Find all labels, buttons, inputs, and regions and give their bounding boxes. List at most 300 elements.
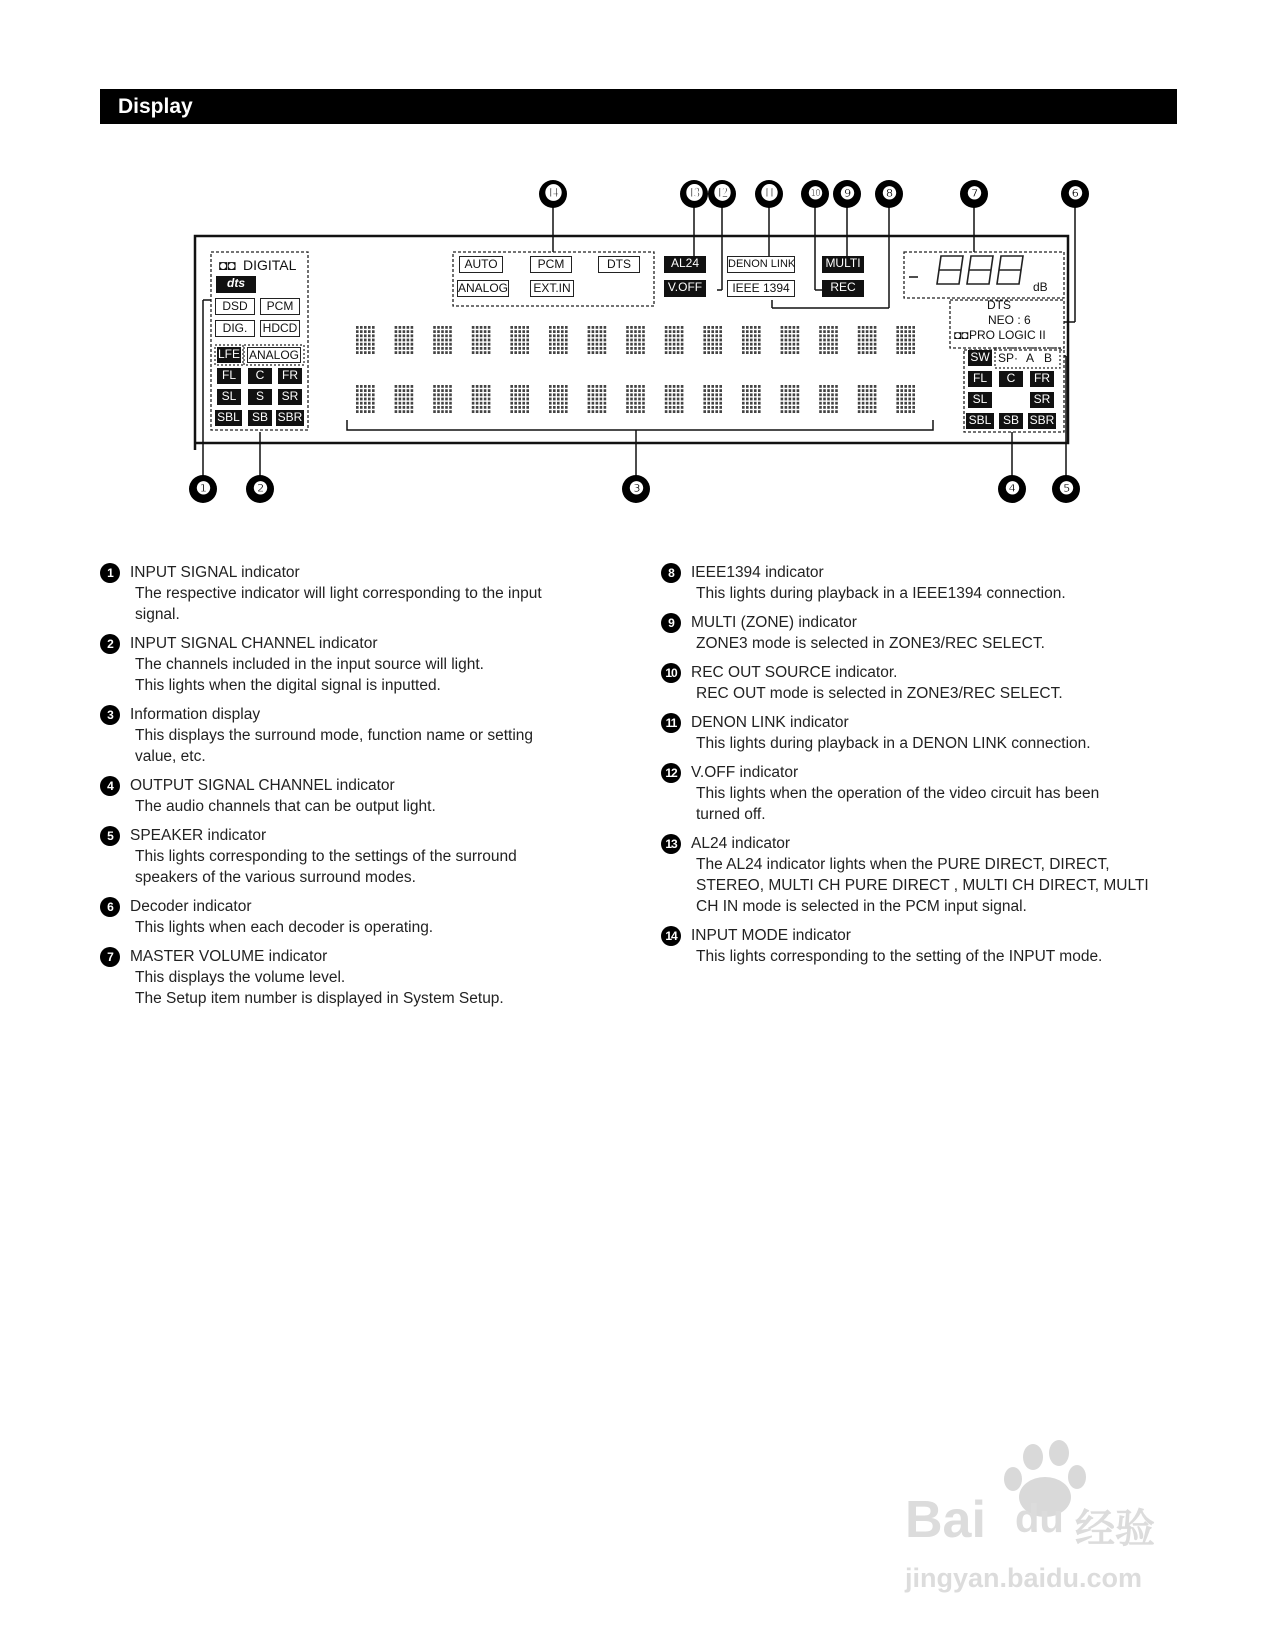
db-label: dB xyxy=(1033,280,1048,294)
matrix-dot xyxy=(823,330,826,333)
matrix-dot xyxy=(588,343,591,346)
speaker-a: A xyxy=(1026,351,1035,365)
entry-heading: Decoder indicator xyxy=(130,898,252,915)
matrix-dot xyxy=(557,398,560,401)
matrix-dot xyxy=(719,398,722,401)
callout-2: ❷ xyxy=(246,475,274,503)
matrix-dot xyxy=(488,351,491,354)
matrix-dot xyxy=(407,393,410,396)
matrix-dot xyxy=(514,347,517,350)
matrix-dot xyxy=(669,385,672,388)
description-column-right xyxy=(661,562,1181,975)
entry-description-line: The Setup item number is displayed in System Setup. xyxy=(135,990,504,1007)
matrix-dot xyxy=(476,402,479,405)
matrix-dot xyxy=(364,410,367,413)
matrix-dot xyxy=(870,334,873,337)
matrix-dot xyxy=(356,410,359,413)
matrix-dot xyxy=(592,406,595,409)
matrix-dot xyxy=(549,339,552,342)
matrix-dot xyxy=(565,326,568,329)
matrix-dot xyxy=(472,406,475,409)
matrix-dot xyxy=(673,402,676,405)
matrix-dot xyxy=(866,410,869,413)
info-bracket xyxy=(347,420,933,430)
matrix-dot xyxy=(831,406,834,409)
ext-in-indicator: EXT.IN xyxy=(530,280,574,297)
matrix-dot xyxy=(715,393,718,396)
matrix-dot xyxy=(781,339,784,342)
matrix-dot xyxy=(395,347,398,350)
matrix-dot xyxy=(522,334,525,337)
matrix-dot xyxy=(630,385,633,388)
matrix-dot xyxy=(364,347,367,350)
matrix-dot xyxy=(395,330,398,333)
matrix-dot xyxy=(596,326,599,329)
matrix-dot xyxy=(904,351,907,354)
matrix-dot xyxy=(719,326,722,329)
matrix-dot xyxy=(634,406,637,409)
matrix-dot xyxy=(758,343,761,346)
matrix-dot xyxy=(510,393,513,396)
matrix-dot xyxy=(510,402,513,405)
matrix-dot xyxy=(604,343,607,346)
matrix-dot xyxy=(368,406,371,409)
matrix-dot xyxy=(588,393,591,396)
matrix-dot xyxy=(445,334,448,337)
matrix-dot xyxy=(819,347,822,350)
matrix-dot xyxy=(488,410,491,413)
matrix-dot xyxy=(785,343,788,346)
matrix-dot xyxy=(835,402,838,405)
matrix-dot xyxy=(514,402,517,405)
matrix-dot xyxy=(364,343,367,346)
matrix-dot xyxy=(681,330,684,333)
matrix-dot xyxy=(526,339,529,342)
matrix-dot xyxy=(364,406,367,409)
entry-description-line: This displays the surround mode, function name or setting xyxy=(135,727,534,744)
matrix-dot xyxy=(403,398,406,401)
matrix-dot xyxy=(665,402,668,405)
matrix-dot xyxy=(561,351,564,354)
matrix-dot xyxy=(866,398,869,401)
matrix-dot xyxy=(600,330,603,333)
matrix-dot xyxy=(395,385,398,388)
watermark-cn: 经验 xyxy=(1075,1506,1155,1552)
matrix-dot xyxy=(874,402,877,405)
matrix-dot xyxy=(673,389,676,392)
matrix-dot xyxy=(626,393,629,396)
matrix-dot xyxy=(476,334,479,337)
matrix-dot xyxy=(484,330,487,333)
matrix-dot xyxy=(785,389,788,392)
matrix-dot xyxy=(626,406,629,409)
matrix-dot xyxy=(781,402,784,405)
matrix-dot xyxy=(437,330,440,333)
matrix-dot xyxy=(476,385,479,388)
matrix-dot xyxy=(677,393,680,396)
entry-description-line: This lights corresponding to the settings of the surround xyxy=(135,848,517,865)
in-ch-sb: SB xyxy=(248,410,272,426)
matrix-dot xyxy=(372,385,375,388)
matrix-dot xyxy=(553,385,556,388)
matrix-dot xyxy=(372,326,375,329)
matrix-dot xyxy=(588,339,591,342)
matrix-dot xyxy=(715,410,718,413)
matrix-dot xyxy=(626,343,629,346)
matrix-dot xyxy=(403,406,406,409)
matrix-dot xyxy=(411,347,414,350)
matrix-dot xyxy=(592,398,595,401)
matrix-dot xyxy=(565,402,568,405)
matrix-dot xyxy=(904,339,907,342)
matrix-dot xyxy=(600,410,603,413)
matrix-dot xyxy=(360,406,363,409)
entry-number: 5 xyxy=(100,826,120,846)
matrix-dot xyxy=(823,406,826,409)
matrix-dot xyxy=(754,326,757,329)
matrix-dot xyxy=(870,339,873,342)
matrix-dot xyxy=(630,347,633,350)
matrix-dot xyxy=(719,402,722,405)
matrix-dot xyxy=(600,347,603,350)
matrix-dot xyxy=(896,347,899,350)
matrix-dot xyxy=(411,339,414,342)
matrix-dot xyxy=(835,347,838,350)
dts-decoder: DTS xyxy=(987,298,1011,312)
matrix-dot xyxy=(862,410,865,413)
matrix-dot xyxy=(707,402,710,405)
matrix-dot xyxy=(862,330,865,333)
matrix-dot xyxy=(407,351,410,354)
matrix-dot xyxy=(518,343,521,346)
matrix-dot xyxy=(437,334,440,337)
matrix-dot xyxy=(476,351,479,354)
matrix-dot xyxy=(356,326,359,329)
matrix-dot xyxy=(673,406,676,409)
matrix-dot xyxy=(677,326,680,329)
matrix-dot xyxy=(874,330,877,333)
matrix-dot xyxy=(549,406,552,409)
matrix-dot xyxy=(819,406,822,409)
matrix-dot xyxy=(703,347,706,350)
matrix-dot xyxy=(565,410,568,413)
matrix-dot xyxy=(553,334,556,337)
matrix-dot xyxy=(866,334,869,337)
matrix-dot xyxy=(862,398,865,401)
matrix-dot xyxy=(835,393,838,396)
matrix-dot xyxy=(908,389,911,392)
matrix-dot xyxy=(827,393,830,396)
matrix-dot xyxy=(896,334,899,337)
matrix-dot xyxy=(908,334,911,337)
matrix-dot xyxy=(626,339,629,342)
indicator-entry xyxy=(100,704,640,767)
matrix-dot xyxy=(557,339,560,342)
matrix-dot xyxy=(441,389,444,392)
matrix-dot xyxy=(870,326,873,329)
indicator-entry xyxy=(661,833,1181,917)
matrix-dot xyxy=(665,334,668,337)
matrix-dot xyxy=(870,351,873,354)
matrix-dot xyxy=(719,406,722,409)
matrix-dot xyxy=(514,339,517,342)
matrix-dot xyxy=(669,326,672,329)
matrix-dot xyxy=(681,343,684,346)
matrix-dot xyxy=(642,330,645,333)
matrix-dot xyxy=(758,389,761,392)
matrix-dot xyxy=(785,330,788,333)
matrix-dot xyxy=(638,398,641,401)
matrix-dot xyxy=(403,334,406,337)
matrix-dot xyxy=(364,393,367,396)
voff-indicator: V.OFF xyxy=(664,280,706,297)
in-ch-sl: SL xyxy=(217,389,241,405)
matrix-dot xyxy=(715,343,718,346)
matrix-dot xyxy=(819,339,822,342)
display-diagram xyxy=(0,0,1275,520)
matrix-dot xyxy=(360,402,363,405)
matrix-dot xyxy=(476,389,479,392)
matrix-dot xyxy=(669,402,672,405)
matrix-dot xyxy=(596,330,599,333)
matrix-dot xyxy=(510,410,513,413)
matrix-dot xyxy=(561,347,564,350)
matrix-dot xyxy=(862,334,865,337)
matrix-dot xyxy=(793,351,796,354)
matrix-dot xyxy=(673,326,676,329)
matrix-dot xyxy=(561,339,564,342)
matrix-dot xyxy=(870,406,873,409)
matrix-dot xyxy=(677,347,680,350)
matrix-dot xyxy=(484,343,487,346)
entry-heading: SPEAKER indicator xyxy=(130,827,267,844)
matrix-dot xyxy=(754,398,757,401)
dig-indicator: DIG. xyxy=(215,320,255,337)
matrix-dot xyxy=(793,389,796,392)
matrix-dot xyxy=(703,389,706,392)
volume-segments xyxy=(909,256,1023,284)
speaker-b: B xyxy=(1044,351,1053,365)
out-ch-sb: SB xyxy=(999,413,1023,429)
entry-number: 7 xyxy=(100,947,120,967)
matrix-dot xyxy=(557,330,560,333)
matrix-dot xyxy=(900,385,903,388)
matrix-dot xyxy=(789,326,792,329)
matrix-dot xyxy=(742,339,745,342)
matrix-dot xyxy=(912,406,915,409)
matrix-dot xyxy=(677,330,680,333)
matrix-dot xyxy=(711,398,714,401)
matrix-dot xyxy=(874,406,877,409)
matrix-dot xyxy=(600,406,603,409)
matrix-dot xyxy=(484,389,487,392)
matrix-dot xyxy=(912,347,915,350)
matrix-dot xyxy=(681,389,684,392)
matrix-dot xyxy=(368,351,371,354)
matrix-dot xyxy=(557,385,560,388)
matrix-dot xyxy=(522,393,525,396)
matrix-dot xyxy=(488,389,491,392)
matrix-dot xyxy=(356,393,359,396)
entry-heading: MASTER VOLUME indicator xyxy=(130,948,328,965)
matrix-dot xyxy=(549,330,552,333)
matrix-dot xyxy=(781,410,784,413)
matrix-dot xyxy=(638,410,641,413)
matrix-dot xyxy=(823,402,826,405)
matrix-dot xyxy=(789,385,792,388)
matrix-dot xyxy=(441,398,444,401)
matrix-dot xyxy=(707,330,710,333)
matrix-dot xyxy=(904,393,907,396)
matrix-dot xyxy=(356,402,359,405)
matrix-dot xyxy=(561,406,564,409)
matrix-dot xyxy=(703,402,706,405)
matrix-dot xyxy=(565,389,568,392)
matrix-dot xyxy=(715,330,718,333)
matrix-dot xyxy=(831,389,834,392)
entry-description-line: turned off. xyxy=(696,806,766,823)
matrix-dot xyxy=(395,410,398,413)
matrix-dot xyxy=(372,351,375,354)
matrix-dot xyxy=(754,385,757,388)
matrix-dot xyxy=(480,402,483,405)
matrix-dot xyxy=(360,339,363,342)
matrix-dot xyxy=(561,393,564,396)
matrix-dot xyxy=(407,326,410,329)
matrix-dot xyxy=(433,339,436,342)
matrix-dot xyxy=(904,410,907,413)
matrix-dot xyxy=(360,393,363,396)
matrix-dot xyxy=(870,410,873,413)
matrix-dot xyxy=(789,406,792,409)
matrix-dot xyxy=(437,351,440,354)
matrix-dot xyxy=(642,339,645,342)
matrix-dot xyxy=(411,343,414,346)
matrix-dot xyxy=(588,389,591,392)
matrix-dot xyxy=(793,347,796,350)
matrix-dot xyxy=(669,393,672,396)
matrix-dot xyxy=(449,339,452,342)
matrix-dot xyxy=(896,351,899,354)
entry-heading: IEEE1394 indicator xyxy=(691,564,824,581)
matrix-dot xyxy=(677,410,680,413)
matrix-dot xyxy=(441,351,444,354)
matrix-dot xyxy=(522,385,525,388)
out-ch-sr: SR xyxy=(1030,392,1054,408)
matrix-dot xyxy=(750,339,753,342)
matrix-dot xyxy=(514,410,517,413)
matrix-dot xyxy=(758,326,761,329)
matrix-dot xyxy=(372,402,375,405)
matrix-dot xyxy=(681,334,684,337)
matrix-dot xyxy=(518,330,521,333)
matrix-dot xyxy=(904,330,907,333)
matrix-dot xyxy=(604,406,607,409)
matrix-dot xyxy=(518,334,521,337)
matrix-dot xyxy=(553,339,556,342)
matrix-dot xyxy=(449,389,452,392)
matrix-dot xyxy=(742,406,745,409)
matrix-dot xyxy=(677,406,680,409)
matrix-dot xyxy=(411,393,414,396)
matrix-dot xyxy=(449,343,452,346)
matrix-dot xyxy=(565,385,568,388)
callout-4: ❹ xyxy=(998,475,1026,503)
matrix-dot xyxy=(758,339,761,342)
matrix-dot xyxy=(797,398,800,401)
matrix-dot xyxy=(912,351,915,354)
matrix-dot xyxy=(557,326,560,329)
matrix-dot xyxy=(372,334,375,337)
matrix-dot xyxy=(553,351,556,354)
matrix-dot xyxy=(553,326,556,329)
matrix-dot xyxy=(715,326,718,329)
matrix-dot xyxy=(407,389,410,392)
matrix-dot xyxy=(476,330,479,333)
callout-1: ❶ xyxy=(189,475,217,503)
matrix-dot xyxy=(604,339,607,342)
matrix-dot xyxy=(399,389,402,392)
matrix-dot xyxy=(592,347,595,350)
matrix-dot xyxy=(634,334,637,337)
matrix-dot xyxy=(368,343,371,346)
matrix-dot xyxy=(407,343,410,346)
matrix-dot xyxy=(472,393,475,396)
matrix-dot xyxy=(437,389,440,392)
matrix-dot xyxy=(514,389,517,392)
matrix-dot xyxy=(634,385,637,388)
matrix-dot xyxy=(433,347,436,350)
matrix-dot xyxy=(912,410,915,413)
matrix-dot xyxy=(746,339,749,342)
matrix-dot xyxy=(819,330,822,333)
matrix-dot xyxy=(870,393,873,396)
matrix-dot xyxy=(557,389,560,392)
matrix-dot xyxy=(634,351,637,354)
matrix-dot xyxy=(441,385,444,388)
matrix-dot xyxy=(480,351,483,354)
matrix-dot xyxy=(638,347,641,350)
matrix-dot xyxy=(638,385,641,388)
matrix-dot xyxy=(510,339,513,342)
entry-description-line: ZONE3 mode is selected in ZONE3/REC SELECT. xyxy=(696,635,1045,652)
matrix-dot xyxy=(746,326,749,329)
matrix-dot xyxy=(626,410,629,413)
matrix-dot xyxy=(669,343,672,346)
matrix-dot xyxy=(900,339,903,342)
matrix-dot xyxy=(588,330,591,333)
matrix-dot xyxy=(395,406,398,409)
matrix-dot xyxy=(557,402,560,405)
matrix-dot xyxy=(399,410,402,413)
matrix-dot xyxy=(565,347,568,350)
matrix-dot xyxy=(600,389,603,392)
matrix-dot xyxy=(870,389,873,392)
matrix-dot xyxy=(588,347,591,350)
matrix-dot xyxy=(549,351,552,354)
matrix-dot xyxy=(514,406,517,409)
matrix-dot xyxy=(480,347,483,350)
matrix-dot xyxy=(557,334,560,337)
matrix-dot xyxy=(356,334,359,337)
matrix-dot xyxy=(754,334,757,337)
matrix-dot xyxy=(626,398,629,401)
matrix-dot xyxy=(522,339,525,342)
matrix-dot xyxy=(549,343,552,346)
in-ch-sbr: SBR xyxy=(277,410,303,424)
matrix-dot xyxy=(858,330,861,333)
indicator-entry xyxy=(100,946,640,1009)
